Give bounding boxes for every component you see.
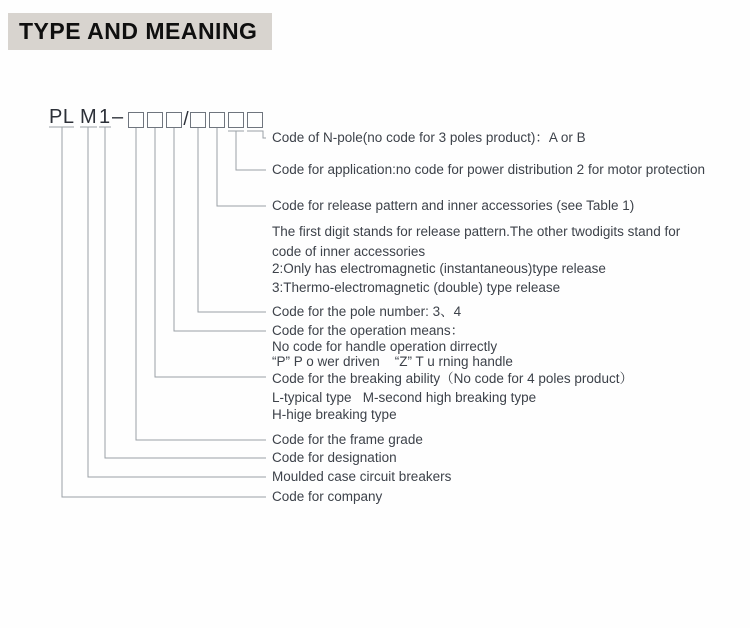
model-company-code: PL [49, 106, 75, 128]
annotation-n-pole: Code of N-pole(no code for 3 poles product)：A or B [272, 130, 586, 145]
model-digit-box [147, 112, 163, 128]
model-digit-box [209, 112, 225, 128]
model-designation-code: M [80, 106, 98, 128]
model-dash: – [112, 106, 124, 128]
section-title: TYPE AND MEANING [8, 13, 272, 50]
model-digit-box [228, 112, 244, 128]
model-digit-boxes-before-slash [128, 112, 182, 128]
model-digit-box [190, 112, 206, 128]
annotation-pole-number: Code for the pole number: 3、4 [272, 304, 462, 319]
model-slash: / [183, 109, 189, 130]
model-frame-code: 1 [99, 106, 111, 128]
annotation-release-type-3: 3:Thermo-electromagnetic (double) type release [272, 280, 561, 295]
annotation-breaking-ability: Code for the breaking ability（No code for 4 poles product） [272, 371, 633, 386]
leader-moulded-case [88, 127, 266, 477]
leader-operation-means [174, 128, 266, 331]
leader-application [236, 131, 266, 170]
annotation-release-pattern: Code for release pattern and inner accessories (see Table 1) [272, 198, 635, 213]
annotation-company: Code for company [272, 489, 383, 504]
leader-pole-number [198, 128, 266, 312]
annotation-breaking-h: H-hige breaking type [272, 407, 397, 422]
annotation-designation: Code for designation [272, 450, 397, 465]
annotation-operation-p-z: “P” P o wer driven “Z” T u rning handle [272, 354, 513, 369]
model-digit-box [247, 112, 263, 128]
model-digit-box [128, 112, 144, 128]
leader-release-pattern [217, 128, 266, 206]
annotation-operation-means: Code for the operation means： [272, 323, 465, 338]
annotation-release-pattern-detail-2: code of inner accessories [272, 244, 426, 259]
model-digit-boxes [128, 109, 263, 130]
annotation-operation-no-code: No code for handle operation dirrectly [272, 339, 498, 354]
model-digit-box [166, 112, 182, 128]
leader-designation [105, 127, 266, 458]
annotation-breaking-l-m: L-typical type M-second high breaking type [272, 390, 537, 405]
annotation-release-pattern-detail-1: The first digit stands for release pattern.The other twodigits stand for [272, 224, 681, 239]
annotation-release-type-2: 2:Only has electromagnetic (instantaneous)type release [272, 261, 606, 276]
annotation-application: Code for application:no code for power distribution 2 for motor protection [272, 162, 705, 177]
model-digit-boxes-after-slash [190, 112, 263, 128]
annotation-frame-grade: Code for the frame grade [272, 432, 423, 447]
annotation-moulded-case: Moulded case circuit breakers [272, 469, 452, 484]
leader-breaking-ability [155, 128, 266, 377]
leader-n-pole [247, 131, 266, 138]
